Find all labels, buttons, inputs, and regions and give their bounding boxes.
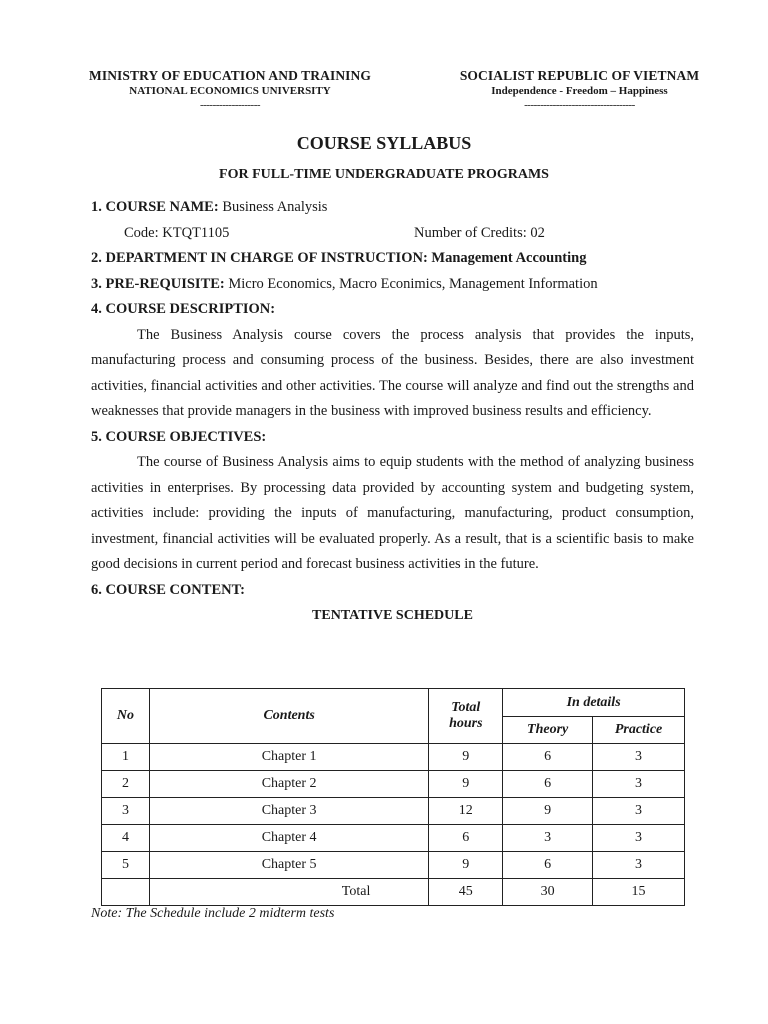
header-total-line2: hours [449, 716, 483, 731]
header-contents: Contents [149, 689, 428, 744]
objectives-heading [91, 425, 694, 451]
objectives-paragraph: The course of Business Analysis aims to equip students with the method of analyzing business activities in enterprises. By processing data provided by accounting system and budgeting system, activities include: providing the inputs of manufacturing, manufacturing, product consumption, investment, financial activities will be evaluated properly. As a result, that is a scientific basis to make good decisions in current period and forecast business activities in the future. [91, 454, 694, 572]
cell-no-empty [102, 879, 150, 906]
ministry-name: MINISTRY OF EDUCATION AND TRAINING [89, 68, 371, 83]
prereq-label: 3. PRE-REQUISITE: [91, 275, 225, 292]
cell-theory: 6 [503, 744, 593, 771]
prereq-value: Micro Economics, Macro Econimics, Management Information [228, 275, 598, 292]
course-name-label: 1. COURSE NAME: [91, 199, 219, 215]
department-line [91, 246, 694, 272]
header-theory: Theory [503, 717, 593, 744]
cell-theory: 3 [503, 825, 593, 852]
cell-no: 4 [102, 825, 150, 852]
header-republic [432, 68, 727, 111]
syllabus-body [91, 195, 694, 629]
cell-practice: 3 [593, 798, 685, 825]
schedule-note: Note: The Schedule include 2 midterm tests [91, 906, 335, 921]
course-name-value: Business Analysis [222, 199, 328, 215]
document-subtitle: FOR FULL-TIME UNDERGRADUATE PROGRAMS [219, 167, 549, 182]
content-heading [91, 578, 694, 604]
document-title: COURSE SYLLABUS [296, 133, 472, 153]
total-practice: 15 [593, 879, 685, 906]
cell-no: 1 [102, 744, 150, 771]
cell-total: 9 [429, 852, 503, 879]
header-left-rule: ------------------- [199, 98, 261, 111]
schedule-table [101, 688, 685, 906]
cell-total: 12 [429, 798, 503, 825]
republic-name: SOCIALIST REPUBLIC OF VIETNAM [459, 68, 700, 83]
total-label: Total [149, 879, 428, 906]
description-label: 4. COURSE DESCRIPTION: [91, 301, 276, 317]
table-row [102, 798, 685, 825]
header-in-details: In details [503, 689, 685, 717]
total-hours: 45 [429, 879, 503, 906]
cell-total: 9 [429, 744, 503, 771]
header-practice: Practice [593, 717, 685, 744]
course-code: Code: KTQT1105 [124, 224, 230, 241]
cell-practice: 3 [593, 744, 685, 771]
cell-no: 5 [102, 852, 150, 879]
total-theory: 30 [503, 879, 593, 906]
course-name-line [91, 195, 694, 221]
republic-motto: Independence - Freedom – Happiness [491, 84, 668, 97]
table-row [102, 771, 685, 798]
table-row [102, 852, 685, 879]
cell-practice: 3 [593, 771, 685, 798]
table-header-row [102, 689, 685, 717]
cell-contents: Chapter 3 [149, 798, 428, 825]
department-value: Management Accounting [431, 250, 587, 266]
cell-no: 3 [102, 798, 150, 825]
header-ministry [60, 68, 400, 111]
table-row [102, 744, 685, 771]
cell-theory: 6 [503, 771, 593, 798]
header-no: No [102, 689, 150, 744]
code-line [91, 221, 694, 247]
course-credits: Number of Credits: 02 [414, 224, 545, 241]
cell-theory: 6 [503, 852, 593, 879]
university-name: NATIONAL ECONOMICS UNIVERSITY [129, 84, 331, 97]
cell-contents: Chapter 4 [149, 825, 428, 852]
cell-contents: Chapter 5 [149, 852, 428, 879]
cell-contents: Chapter 1 [149, 744, 428, 771]
objectives-label: 5. COURSE OBJECTIVES: [91, 428, 267, 445]
table-row [102, 825, 685, 852]
cell-no: 2 [102, 771, 150, 798]
header-right-rule: ----------------------------------- [524, 98, 635, 111]
schedule-title: TENTATIVE SCHEDULE [312, 608, 473, 623]
description-heading [91, 297, 694, 323]
content-label: 6. COURSE CONTENT: [91, 581, 246, 598]
prereq-line [91, 272, 694, 298]
department-label: 2. DEPARTMENT IN CHARGE OF INSTRUCTION: [91, 250, 428, 266]
cell-total: 6 [429, 825, 503, 852]
cell-total: 9 [429, 771, 503, 798]
description-paragraph: The Business Analysis course covers the process analysis that provides the inputs, manufacturing process and consuming process of the business. Besides, there are also investment activities, financial activities and other activities. The course will analyze and find out the strengths and weaknesses that provide managers in the business with improved business results and efficiency. [91, 326, 694, 419]
header-total-hours [429, 689, 503, 744]
cell-practice: 3 [593, 825, 685, 852]
cell-practice: 3 [593, 852, 685, 879]
cell-contents: Chapter 2 [149, 771, 428, 798]
header-total-line1: Total [451, 700, 481, 715]
table-total-row [102, 879, 685, 906]
cell-theory: 9 [503, 798, 593, 825]
